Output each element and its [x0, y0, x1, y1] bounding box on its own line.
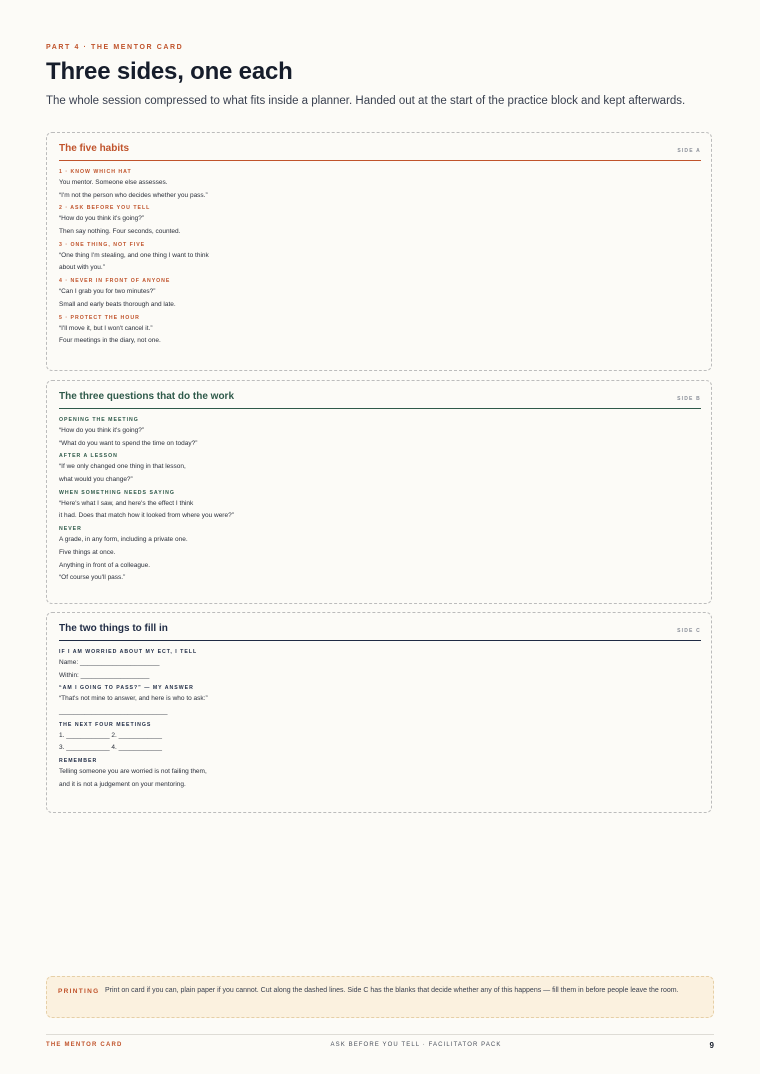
card-line: You mentor. Someone else assesses.	[59, 179, 168, 186]
card-line: Five things at once.	[59, 548, 116, 556]
card-sections	[59, 409, 701, 585]
card-line: Four meetings in the diary, not one.	[59, 337, 161, 345]
card-header	[59, 143, 701, 161]
side-tag: SIDE A	[677, 148, 701, 154]
card-side-a	[46, 132, 712, 371]
card-line: “That's not mine to answer, and here is who to ask:”	[59, 695, 208, 703]
card-line: Within: ___________________	[59, 671, 150, 679]
card-line: “I'm not the person who decides whether you pass.”	[59, 191, 208, 199]
section-label: 5 · PROTECT THE HOUR	[59, 314, 140, 321]
card-title: The five habits	[59, 143, 130, 154]
card-line: “How do you think it's going?”	[59, 215, 145, 223]
card-line: Telling someone you are worried is not failing them,	[59, 768, 207, 776]
printing-note	[46, 976, 714, 1018]
card-sections	[59, 641, 701, 792]
card-line: Anything in front of a colleague.	[59, 561, 151, 569]
card-side-b	[46, 380, 712, 604]
card-title: The two things to fill in	[59, 623, 168, 634]
card-line: 1. ____________ 2. ____________	[59, 731, 163, 739]
card-side-c	[46, 612, 712, 813]
side-tag: SIDE B	[677, 396, 701, 402]
card-line: “One thing I'm stealing, and one thing I want to think	[59, 251, 209, 259]
section-label: 1 · KNOW WHICH HAT	[59, 169, 132, 175]
card-sections	[59, 161, 701, 348]
section-label: THE NEXT FOUR MEETINGS	[59, 721, 152, 728]
section-label: 3 · ONE THING, NOT FIVE	[59, 241, 146, 248]
side-tag: SIDE C	[677, 628, 701, 634]
printing-label: PRINTING	[58, 988, 100, 995]
section-label: NEVER	[59, 526, 82, 533]
card-line: A grade, in any form, including a private one.	[59, 536, 188, 544]
section-label: 4 · NEVER IN FRONT OF ANYONE	[59, 278, 171, 285]
card-line: ______________________________	[59, 708, 168, 716]
card-line: what would you change?”	[59, 476, 133, 484]
card-line: “Can I grab you for two minutes?”	[59, 288, 156, 296]
section-kicker: PART 4 · THE MENTOR CARD	[46, 44, 184, 51]
section-label: “AM I GOING TO PASS?” — MY ANSWER	[59, 685, 194, 692]
card-header	[59, 391, 701, 409]
card-line: Then say nothing. Four seconds, counted.	[59, 228, 181, 236]
card-title: The three questions that do the work	[59, 391, 235, 402]
footer-center: ASK BEFORE YOU TELL · FACILITATOR PACK	[330, 1042, 502, 1048]
section-label: OPENING THE MEETING	[59, 417, 139, 423]
section-label: WHEN SOMETHING NEEDS SAYING	[59, 489, 175, 496]
card-line: “Here's what I saw, and here's the effect I think	[59, 499, 194, 507]
section-label: AFTER A LESSON	[59, 453, 118, 460]
card-line: 3. ____________ 4. ____________	[59, 744, 163, 752]
section-label: REMEMBER	[59, 758, 98, 765]
printing-text: Print on card if you can, plain paper if you cannot. Cut along the dashed lines. Side C has the blanks that decide whether any of this happens — fill them in before people leave the room.	[105, 987, 679, 994]
card-line: “How do you think it's going?”	[59, 427, 145, 434]
card-line: “Of course you'll pass.”	[59, 574, 126, 582]
card-line: “If we only changed one thing in that lesson,	[59, 463, 186, 471]
footer-divider	[46, 1034, 714, 1035]
card-line: Small and early beats thorough and late.	[59, 300, 176, 308]
card-line: about with you.”	[59, 264, 105, 272]
card-line: “What do you want to spend the time on today?”	[59, 439, 198, 447]
section-label: IF I AM WORRIED ABOUT MY ECT, I TELL	[59, 649, 198, 655]
intro-paragraph: The whole session compressed to what fits inside a planner. Handed out at the start of the practice block and kept afterwards.	[46, 95, 686, 107]
card-line: Name: ______________________	[59, 659, 160, 666]
card-header	[59, 623, 701, 641]
section-label: 2 · ASK BEFORE YOU TELL	[59, 205, 151, 212]
card-line: “I'll move it, but I won't cancel it.”	[59, 324, 153, 332]
card-line: and it is not a judgement on your mentoring.	[59, 780, 186, 788]
page-number: 9	[709, 1041, 714, 1050]
card-line: it had. Does that match how it looked from where you were?”	[59, 512, 234, 520]
footer-left: THE MENTOR CARD	[46, 1042, 123, 1048]
page-title: Three sides, one each	[46, 58, 293, 85]
